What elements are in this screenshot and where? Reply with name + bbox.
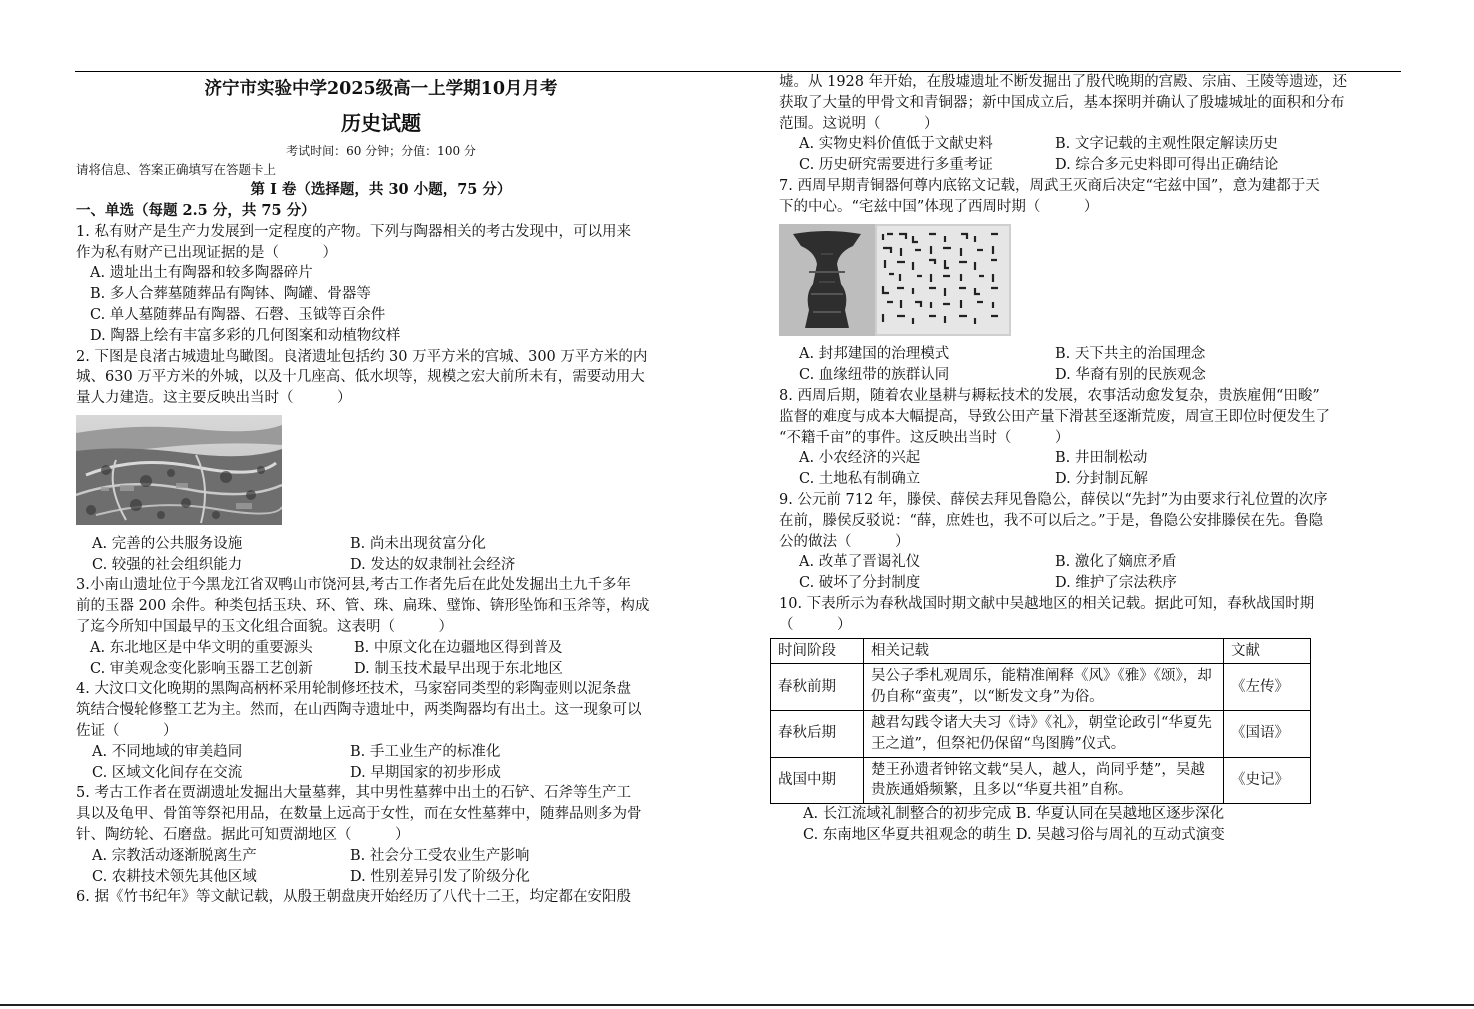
option-c[interactable]: C. 单人墓随葬品有陶器、石磬、玉钺等百余件 [90, 306, 386, 323]
option-d[interactable]: D. 综合多元史料即可得出正确结论 [1055, 157, 1279, 174]
option-a[interactable]: A. 改革了晋谒礼仪 [799, 554, 921, 571]
table-cell-record: 楚王孙遗者钟铭文载“吴人，越人，尚同乎楚”，吴越贵族通婚频繁，且多以“华夏共祖”自称。 [864, 757, 1224, 804]
table-row [771, 664, 1311, 711]
option-c[interactable]: C. 审美观念变化影响玉器工艺创新 [90, 660, 313, 677]
question-stem-line: 监督的难度与成本大幅提高，导致公田产量下滑甚至逐渐荒废，周宣王即位时便发生了 [779, 408, 1330, 425]
options-grid [779, 134, 1401, 176]
question-stem-line: 5. 考古工作者在贾湖遗址发掘出大量墓葬，其中男性墓葬中出土的石铲、石斧等生产工 [76, 785, 631, 802]
option-d[interactable]: D. 华裔有别的民族观念 [1055, 367, 1206, 384]
option-b[interactable]: B. 天下共主的治国理念 [1055, 346, 1206, 363]
option-d[interactable]: D. 陶器上绘有丰富多彩的几何图案和动植物纹样 [90, 327, 401, 344]
records-table [770, 638, 1311, 805]
option-b[interactable]: B. 文字记载的主观性限定解读历史 [1055, 136, 1278, 153]
option-a[interactable]: A. 小农经济的兴起 [799, 450, 921, 467]
question-5 [76, 783, 698, 887]
question-7 [779, 176, 1401, 386]
table-header: 文献 [1224, 638, 1311, 664]
option-a[interactable]: A. 实物史料价值低于文献史料 [799, 136, 993, 153]
options-grid [76, 534, 698, 576]
left-column [76, 76, 698, 908]
question-stem-line: 3.小南山遗址位于今黑龙江省双鸭山市饶河县,考古工作者先后在此处发掘出土九千多年 [76, 577, 631, 594]
question-stem-line: 7. 西周早期青铜器何尊内底铭文记载，周武王灭商后决定“宅兹中国”，意为建都于天 [779, 177, 1320, 194]
option-b[interactable]: B. 中原文化在边疆地区得到普及 [354, 639, 563, 656]
options-grid [76, 846, 698, 888]
table-cell-record: 吴公子季札观周乐，能精准阐释《风》《雅》《颂》，却仍自称“蛮夷”，以“断发文身”为俗。 [864, 664, 1224, 711]
exam-info: 考试时间：60 分钟；分值：100 分 [286, 144, 476, 158]
question-6-start [76, 887, 698, 908]
exam-subtitle: 历史试题 [341, 111, 421, 135]
instruction: 请将信息、答案正确填写在答题卡上 [76, 162, 277, 177]
table-header: 时间阶段 [771, 638, 864, 664]
question-2 [76, 347, 698, 576]
question-stem-line: 城、630 万平方米的外城，以及十几座高、低水坝等，规模之宏大前所未有，需要动用大 [76, 369, 645, 386]
question-8 [779, 386, 1401, 490]
option-line-ab[interactable]: A. 长江流域礼制整合的初步完成 B. 华夏认同在吴越地区逐步深化 [803, 806, 1225, 823]
question-stem-line: 具以及龟甲、骨笛等祭祀用品，在数量上远高于女性，而在女性墓葬中，随葬品则多为骨 [76, 806, 642, 823]
option-d[interactable]: D. 制玉技术最早出现于东北地区 [354, 660, 563, 677]
option-a[interactable]: A. 封邦建国的治理模式 [799, 346, 950, 363]
question-1 [76, 222, 698, 347]
option-c[interactable]: C. 破坏了分封制度 [799, 575, 921, 592]
question-stem-line: 量人力建造。这主要反映出当时（ ） [76, 390, 352, 407]
question-stem-line: 1. 私有财产是生产力发展到一定程度的产物。下列与陶器相关的考古发现中，可以用来 [76, 223, 631, 240]
question-stem-line: 范围。这说明（ ） [779, 115, 939, 132]
options-grid [779, 552, 1401, 594]
table-row [771, 757, 1311, 804]
part-title: 第 I 卷（选择题，共 30 小题，75 分） [250, 181, 512, 198]
table-cell-period: 春秋后期 [771, 710, 864, 757]
option-d[interactable]: D. 维护了宗法秩序 [1055, 575, 1177, 592]
liangzhu-aerial-photo [76, 415, 698, 532]
table-cell-source: 《国语》 [1224, 710, 1311, 757]
option-b[interactable]: B. 尚未出现贫富分化 [350, 535, 486, 552]
option-b[interactable]: B. 激化了嫡庶矛盾 [1055, 554, 1177, 571]
table-header-row [771, 638, 1311, 664]
question-stem-line: 4. 大汶口文化晚期的黑陶高柄杯采用轮制修坯技术，马家窑同类型的彩陶壶则以泥条盘 [76, 681, 631, 698]
option-c[interactable]: C. 血缘纽带的族群认同 [799, 367, 950, 384]
question-4 [76, 679, 698, 783]
options-grid [779, 344, 1401, 386]
question-stem-line: 佐证（ ） [76, 722, 178, 739]
option-a[interactable]: A. 不同地域的审美趋同 [92, 743, 243, 760]
table-cell-period: 战国中期 [771, 757, 864, 804]
question-stem-line: 墟。从 1928 年开始，在殷墟遗址不断发掘出了殷代晚期的宫殿、宗庙、王陵等遗迹，还 [779, 74, 1348, 90]
table-row [771, 710, 1311, 757]
option-a[interactable]: A. 遗址出土有陶器和较多陶器碎片 [90, 265, 313, 282]
option-a[interactable]: A. 东北地区是中华文明的重要源头 [90, 639, 313, 656]
section-title: 一、单选（每题 2.5 分，共 75 分） [76, 202, 316, 219]
question-stem-line: 6. 据《竹书纪年》等文献记载，从殷王朝盘庚开始经历了八代十二王，均定都在安阳殷 [76, 889, 631, 906]
options-grid [76, 742, 698, 784]
question-stem-line: （ ） [779, 616, 852, 633]
exam-title: 济宁市实验中学2025级高一上学期10月月考 [204, 79, 558, 99]
question-stem-line: 10. 下表所示为春秋战国时期文献中吴越地区的相关记载。据此可知，春秋战国时期 [779, 595, 1315, 612]
question-stem-line: 作为私有财产已出现证据的是（ ） [76, 244, 337, 261]
option-b[interactable]: B. 手工业生产的标准化 [350, 743, 501, 760]
option-c[interactable]: C. 历史研究需要进行多重考证 [799, 157, 993, 174]
question-stem-line: 8. 西周后期，随着农业垦耕与耨耘技术的发展，农事活动愈发复杂，贵族雇佣“田畯” [779, 387, 1320, 404]
option-a[interactable]: A. 宗教活动逐渐脱离生产 [92, 847, 257, 864]
question-stem-line: 2. 下图是良渚古城遗址鸟瞰图。良渚遗址包括约 30 万平方米的宫城、300 万平方米的内 [76, 348, 648, 365]
table-cell-record: 越君勾践令诸大夫习《诗》《礼》，朝堂论政引“华夏先王之道”，但祭祀仍保留“鸟图腾”仪式。 [864, 710, 1224, 757]
option-c[interactable]: C. 农耕技术领先其他区域 [92, 868, 257, 885]
table-header: 相关记载 [864, 638, 1224, 664]
table-cell-source: 《左传》 [1224, 664, 1311, 711]
options-grid [76, 638, 698, 680]
option-b[interactable]: B. 井田制松动 [1055, 450, 1148, 467]
option-d[interactable]: D. 早期国家的初步形成 [350, 764, 501, 781]
question-stem-line: 筑结合慢轮修整工艺为主。然而，在山西陶寺遗址中，两类陶器均有出土。这一现象可以 [76, 702, 642, 719]
right-column [779, 72, 1401, 846]
question-stem-line: 前的玉器 200 余件。种类包括玉玦、环、管、珠、扁珠、璧饰、锛形坠饰和玉斧等，构成 [76, 598, 650, 615]
question-stem-line: “不籍千亩”的事件。这反映出当时（ ） [779, 429, 1070, 446]
question-6-cont [779, 72, 1401, 176]
option-line-cd[interactable]: C. 东南地区华夏共祖观念的萌生 D. 吴越习俗与周礼的互动式演变 [803, 826, 1225, 843]
question-10 [779, 594, 1401, 846]
option-d[interactable]: D. 发达的奴隶制社会经济 [350, 556, 516, 573]
option-c[interactable]: C. 较强的社会组织能力 [92, 556, 243, 573]
option-b[interactable]: B. 社会分工受农业生产影响 [350, 847, 530, 864]
option-b[interactable]: B. 多人合葬墓随葬品有陶钵、陶罐、骨器等 [90, 286, 371, 303]
question-stem-line: 9. 公元前 712 年，滕侯、薛侯去拜见鲁隐公，薛侯以“先封”为由要求行礼位置的次序 [779, 491, 1328, 508]
question-9 [779, 490, 1401, 594]
question-stem-line: 下的中心。“宅兹中国”体现了西周时期（ ） [779, 198, 1099, 215]
table-cell-source: 《史记》 [1224, 757, 1311, 804]
options-grid [779, 448, 1401, 490]
question-stem-line: 公的做法（ ） [779, 533, 910, 550]
table-cell-period: 春秋前期 [771, 664, 864, 711]
footer-rule [0, 1004, 1474, 1006]
question-stem-line: 在前，滕侯反驳说：“薛，庶姓也，我不可以后之。”于是，鲁隐公安排滕侯在先。鲁隐 [779, 512, 1324, 529]
option-d[interactable]: D. 性别差异引发了阶级分化 [350, 868, 530, 885]
option-d[interactable]: D. 分封制瓦解 [1055, 471, 1148, 488]
question-3 [76, 575, 698, 679]
question-stem-line: 获取了大量的甲骨文和青铜器；新中国成立后，基本探明并确认了殷墟城址的面积和分布 [779, 94, 1345, 111]
question-stem-line: 针、陶纺轮、石磨盘。据此可知贾湖地区（ ） [76, 826, 410, 843]
he-zun-bronze-photo [779, 224, 1401, 343]
option-c[interactable]: C. 区域文化间存在交流 [92, 764, 243, 781]
question-stem-line: 了迄今所知中国最早的玉文化组合面貌。这表明（ ） [76, 618, 453, 635]
option-a[interactable]: A. 完善的公共服务设施 [92, 535, 243, 552]
option-c[interactable]: C. 土地私有制确立 [799, 471, 921, 488]
